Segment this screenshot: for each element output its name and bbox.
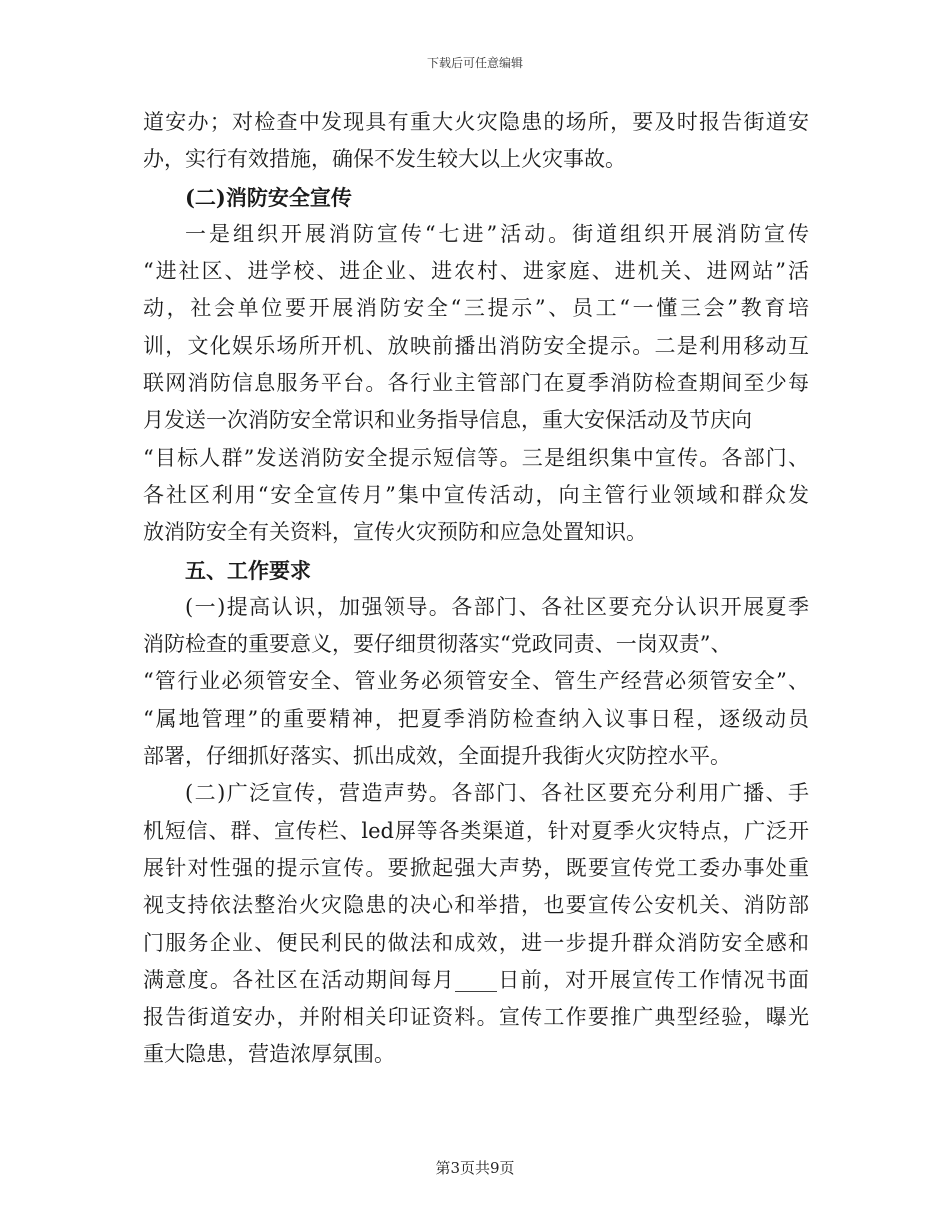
body-line: 一是组织开展消防宣传“七进”活动。街道组织开展消防宣传 — [185, 221, 809, 246]
body-line: 月发送一次消防安全常识和业务指导信息，重大安保活动及节庆向 — [143, 408, 752, 433]
section-heading: (二)消防安全宣传 — [185, 184, 352, 210]
body-line: 部署，仔细抓好落实、抓出成效，全面提升我街火灾防控水平。 — [143, 744, 731, 769]
body-line: 门服务企业、便民利民的做法和成效，进一步提升群众消防安全感和 — [143, 930, 809, 955]
body-line: “进社区、进学校、进企业、进农村、进家庭、进机关、进网站”活 — [143, 259, 809, 284]
body-line: 消防检查的重要意义，要仔细贯彻落实“党政同责、一岗双责”、 — [143, 632, 732, 657]
page-header: 下载后可任意编辑 — [426, 56, 523, 70]
section-heading: 五、工作要求 — [185, 557, 311, 583]
body-line: “目标人群”发送消防安全提示短信等。三是组织集中宣传。各部门、 — [143, 445, 809, 470]
body-line: 展针对性强的提示宣传。要掀起强大声势，既要宣传党工委办事处重 — [143, 855, 809, 880]
body-line: 放消防安全有关资料，宣传火灾预防和应急处置知识。 — [143, 520, 647, 545]
body-line: 联网消防信息服务平台。各行业主管部门在夏季消防检查期间至少每 — [143, 371, 809, 396]
page-footer: 第3页共9页 — [435, 1159, 515, 1177]
body-line: “属地管理”的重要精神，把夏季消防检查纳入议事日程，逐级动员 — [143, 706, 809, 731]
body-line: 动，社会单位要开展消防安全“三提示”、员工“一懂三会”教育培 — [143, 296, 809, 321]
body-line: (二)广泛宣传，营造声势。各部门、各社区要充分利用广播、手 — [185, 781, 809, 806]
body-line: 重大隐患，营造浓厚氛围。 — [143, 1042, 395, 1067]
body-line: 视支持依法整治火灾隐患的决心和举措，也要宣传公安机关、消防部 — [143, 893, 809, 918]
body-line: 机短信、群、宣传栏、led屏等各类渠道，针对夏季火灾特点，广泛开 — [143, 818, 809, 843]
body-line: 各社区利用“安全宣传月”集中宣传活动，向主管行业领域和群众发 — [143, 482, 809, 507]
body-line: (一)提高认识，加强领导。各部门、各社区要充分认识开展夏季 — [185, 594, 809, 619]
body-line: “管行业必须管安全、管业务必须管安全、管生产经营必须管安全”、 — [143, 669, 809, 694]
document-body — [143, 104, 809, 1074]
body-line: 报告街道安办，并附相关印证资料。宣传工作要推广典型经验，曝光 — [143, 1005, 809, 1030]
body-line: 道安办；对检查中发现具有重大火灾隐患的场所，要及时报告街道安 — [143, 110, 809, 134]
body-line: 满意度。各社区在活动期间每月____日前，对开展宣传工作情况书面 — [143, 967, 809, 992]
body-line: 训，文化娱乐场所开机、放映前播出消防安全提示。二是利用移动互 — [143, 333, 809, 358]
body-line: 办，实行有效措施，确保不发生较大以上火灾事故。 — [143, 147, 626, 172]
